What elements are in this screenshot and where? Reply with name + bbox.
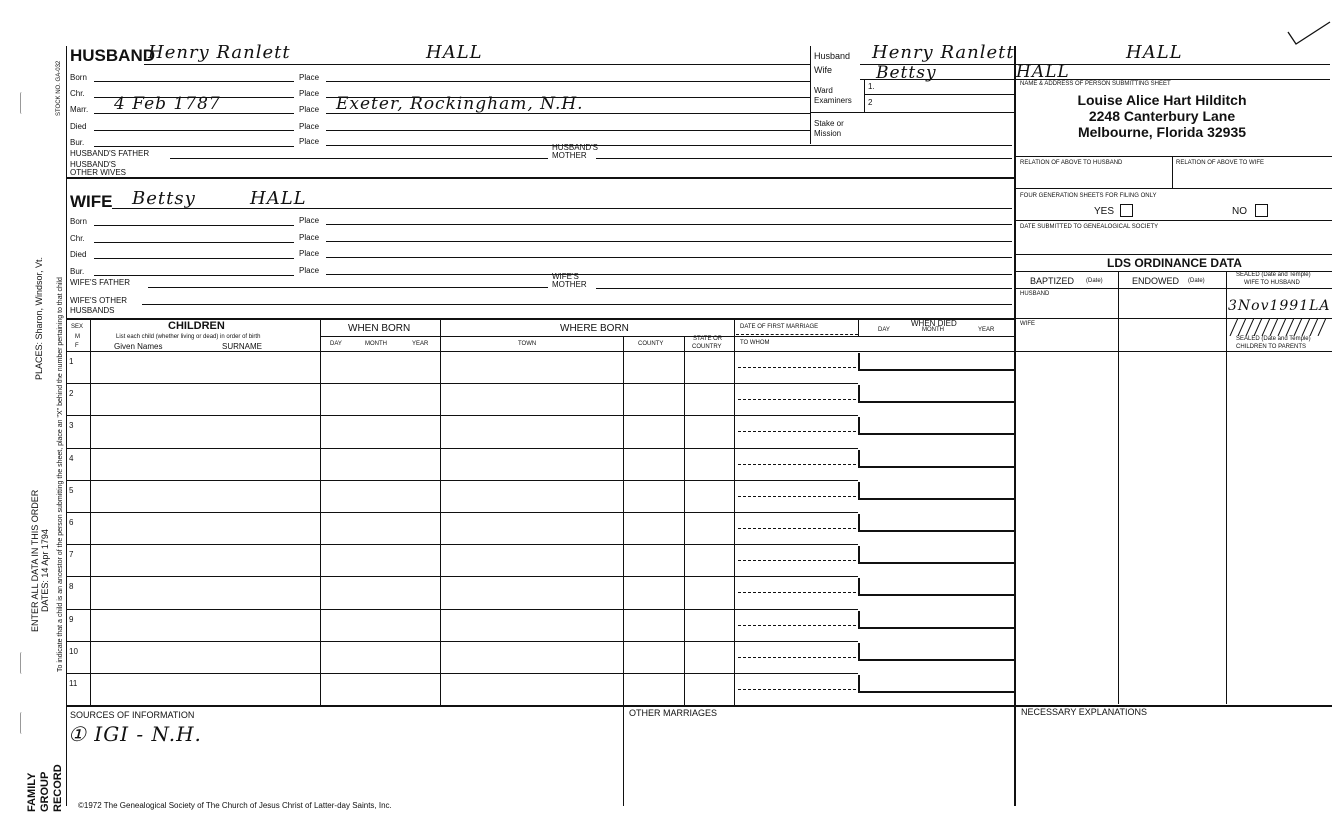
county-label: COUNTY	[638, 341, 664, 347]
header-husband-surname[interactable]: HALL	[1126, 42, 1183, 63]
lds-grid-col-1	[1118, 351, 1119, 704]
sealed-children-label-2: CHILDREN TO PARENTS	[1236, 344, 1307, 350]
endowed-label: ENDOWED	[1132, 276, 1179, 286]
wife-surname[interactable]: HALL	[250, 188, 307, 209]
wife-born-label: Born	[70, 217, 87, 226]
lds-col-divider-2	[1226, 271, 1227, 351]
given-names-label: Given Names	[114, 342, 163, 351]
husband-given-names[interactable]: Henry Ranlett	[148, 42, 291, 63]
husbands-father-line[interactable]	[170, 158, 548, 159]
relation-box-bottom	[1016, 188, 1332, 189]
header-husband-name[interactable]: Henry Ranlett	[872, 42, 1015, 63]
lds-header-bottom	[1016, 288, 1332, 289]
husband-born-place-line[interactable]	[326, 81, 810, 82]
relation-wife-label: RELATION OF ABOVE TO WIFE	[1176, 160, 1265, 166]
child-marriage-dash[interactable]	[738, 431, 856, 432]
child-row-line	[66, 576, 858, 577]
sex-label: SEX	[71, 324, 84, 330]
town-label: TOWN	[518, 341, 537, 347]
husband-marr-place-label: Place	[299, 105, 320, 114]
punch-mark	[20, 652, 24, 674]
sealed-value[interactable]: 3Nov1991LA	[1228, 298, 1331, 314]
child-marriage-dash[interactable]	[738, 528, 856, 529]
wife-born-line[interactable]	[94, 225, 294, 226]
child-died-field[interactable]	[858, 450, 1016, 468]
child-row-line	[66, 544, 858, 545]
husband-name-line	[144, 64, 810, 65]
child-row-number: 1	[69, 357, 74, 366]
wife-chr-place-label: Place	[299, 233, 320, 242]
child-died-field[interactable]	[858, 385, 1016, 403]
wifes-other-husbands-label-1: WIFE'S OTHER	[70, 296, 128, 305]
wifes-mother-label-1: WIFE'S	[552, 272, 579, 281]
husbands-other-wives-label-1: HUSBAND'S	[70, 160, 116, 169]
child-died-field[interactable]	[858, 643, 1016, 661]
child-marriage-dash[interactable]	[738, 592, 856, 593]
child-row-number: 11	[69, 679, 78, 688]
child-died-field[interactable]	[858, 611, 1016, 629]
examiner-2: 2	[868, 98, 873, 107]
examiner-1-line[interactable]	[864, 94, 1014, 95]
children-note: List each child (whether living or dead) in order of birth	[116, 334, 261, 340]
child-row-line	[66, 512, 858, 513]
sealed-label-1: SEALED (Date and Temple)	[1236, 272, 1311, 278]
husband-bur-line[interactable]	[94, 146, 294, 147]
child-row-line	[66, 673, 858, 674]
checkmark-icon	[1286, 20, 1334, 48]
wife-title: WIFE	[70, 192, 113, 211]
husband-chr-place-label: Place	[299, 89, 320, 98]
sources-value[interactable]: ① IGI - N.H.	[68, 722, 202, 746]
wife-chr-label: Chr.	[70, 234, 85, 243]
hatched-cell	[1226, 318, 1332, 336]
yes-checkbox[interactable]	[1120, 204, 1133, 217]
other-marriages-label: OTHER MARRIAGES	[629, 708, 718, 718]
child-died-field[interactable]	[858, 578, 1016, 596]
husband-died-line[interactable]	[94, 130, 294, 131]
born-day-label: DAY	[330, 341, 342, 347]
husband-died-place-label: Place	[299, 122, 320, 131]
child-marriage-dash[interactable]	[738, 399, 856, 400]
wife-bur-place-line[interactable]	[326, 274, 1012, 275]
wife-bur-line[interactable]	[94, 275, 294, 276]
wifes-other-husbands-line[interactable]	[142, 304, 1012, 305]
husband-title: HUSBAND	[70, 46, 155, 65]
state-label-1: STATE OR	[693, 336, 723, 342]
date-submitted-bottom	[1016, 254, 1332, 255]
husband-surname[interactable]: HALL	[426, 42, 483, 63]
child-marriage-dash[interactable]	[738, 625, 856, 626]
children-title: CHILDREN	[168, 320, 225, 332]
child-row-number: 2	[69, 389, 74, 398]
submitter-city[interactable]: Melbourne, Florida 32935	[1077, 124, 1247, 140]
child-died-field[interactable]	[858, 482, 1016, 500]
family-label: FAMILY	[26, 772, 38, 812]
left-frame-line	[66, 46, 67, 806]
wife-born-place-line[interactable]	[326, 224, 1012, 225]
died-year-label: YEAR	[978, 327, 995, 333]
sex-f-label: F	[75, 343, 79, 349]
wifes-mother-line[interactable]	[596, 288, 1012, 289]
punch-mark	[20, 712, 24, 734]
marriage-date[interactable]: 4 Feb 1787	[114, 94, 221, 114]
wifes-other-husbands-label-2: HUSBANDS	[70, 306, 115, 315]
child-died-field[interactable]	[858, 353, 1016, 371]
header-wife-label: Wife	[814, 65, 832, 75]
child-died-field[interactable]	[858, 417, 1016, 435]
ward-box-bottom	[810, 112, 1014, 113]
husbands-father-label: HUSBAND'S FATHER	[70, 149, 150, 158]
record-label: RECORD	[52, 764, 64, 812]
four-gen-bottom	[1016, 220, 1332, 221]
group-label: GROUP	[39, 771, 51, 812]
no-checkbox[interactable]	[1255, 204, 1268, 217]
wife-died-place-line[interactable]	[326, 257, 1012, 258]
baptized-label: BAPTIZED	[1030, 276, 1075, 286]
child-row-number: 4	[69, 454, 74, 463]
husband-born-line[interactable]	[94, 81, 294, 82]
submitter-label: NAME & ADDRESS OF PERSON SUBMITTING SHEET	[1020, 81, 1171, 87]
husbands-mother-label-2: MOTHER	[552, 151, 587, 160]
header-wife-line	[860, 79, 1330, 80]
first-marriage-dash	[736, 334, 858, 335]
child-died-field[interactable]	[858, 675, 1016, 693]
children-header-bottom	[66, 351, 1332, 352]
wife-bur-label: Bur.	[70, 267, 85, 276]
died-month-label: MONTH	[922, 327, 944, 333]
husband-bur-label: Bur.	[70, 138, 85, 147]
child-marriage-dash[interactable]	[738, 657, 856, 658]
child-died-field[interactable]	[858, 514, 1016, 532]
child-marriage-dash[interactable]	[738, 689, 856, 690]
wife-died-line[interactable]	[94, 258, 294, 259]
lds-col-divider-1	[1118, 271, 1119, 351]
mission-label: Mission	[814, 129, 842, 138]
header-wife-name[interactable]: Bettsy	[876, 63, 937, 83]
child-row-line	[66, 448, 858, 449]
child-row-line	[66, 641, 858, 642]
places-note: PLACES: Sharon, Windsor, Vt.	[34, 256, 44, 380]
surname-label: SURNAME	[222, 342, 263, 351]
header-box-left	[810, 46, 811, 144]
to-whom-label: TO WHOM	[740, 340, 770, 346]
where-born-sub-line	[440, 336, 734, 337]
where-born-label: WHERE BORN	[560, 323, 629, 334]
lds-title: LDS ORDINANCE DATA	[1107, 256, 1242, 270]
born-month-label: MONTH	[365, 341, 387, 347]
sex-m-label: M	[75, 334, 80, 340]
wifes-father-label: WIFE'S FATHER	[70, 278, 131, 287]
relation-husband-label: RELATION OF ABOVE TO HUSBAND	[1020, 160, 1123, 166]
examiner-1: 1.	[868, 82, 875, 91]
child-row-number: 8	[69, 582, 74, 591]
dates-note: DATES: 14 Apr 1794	[40, 529, 50, 612]
punch-mark	[20, 92, 24, 114]
wife-name-line	[112, 208, 1012, 209]
footer-col-divider	[623, 705, 624, 806]
stake-label: Stake or	[814, 119, 844, 128]
husband-died-label: Died	[70, 122, 87, 131]
sealed-label-2: WIFE TO HUSBAND	[1244, 280, 1300, 286]
wife-born-place-label: Place	[299, 216, 320, 225]
wife-died-place-label: Place	[299, 249, 320, 258]
wife-died-label: Died	[70, 250, 87, 259]
examiners-label: Examiners	[814, 96, 852, 105]
husbands-mother-label-1: HUSBAND'S	[552, 143, 598, 152]
child-marriage-dash[interactable]	[738, 560, 856, 561]
died-header-line	[734, 336, 1014, 337]
child-row-number: 5	[69, 486, 74, 495]
marriage-died-divider	[858, 318, 859, 336]
lds-grid-col-2	[1226, 351, 1227, 704]
necessary-explanations-label: NECESSARY EXPLANATIONS	[1021, 707, 1148, 717]
when-born-label: WHEN BORN	[348, 323, 411, 334]
submitter-box-bottom	[1016, 156, 1332, 157]
submitter-name[interactable]: Louise Alice Hart Hilditch	[1077, 92, 1247, 108]
child-marriage-dash[interactable]	[738, 464, 856, 465]
child-row-number: 6	[69, 518, 74, 527]
header-husband-label: Husband	[814, 51, 851, 61]
four-gen-label: FOUR GENERATION SHEETS FOR FILING ONLY	[1020, 193, 1157, 199]
copyright-text: ©1972 The Genealogical Society of The Church of Jesus Christ of Latter-day Saints, Inc.	[78, 801, 392, 810]
child-marriage-dash[interactable]	[738, 496, 856, 497]
husband-marr-label: Marr.	[70, 105, 89, 114]
yes-label: YES	[1094, 206, 1115, 217]
when-died-label: WHEN DIED	[911, 319, 957, 328]
husbands-mother-line[interactable]	[596, 158, 1012, 159]
sources-label: SOURCES OF INFORMATION	[70, 710, 195, 720]
died-day-label: DAY	[878, 327, 890, 333]
county-col-divider	[684, 336, 685, 705]
wife-bur-place-label: Place	[299, 266, 320, 275]
child-died-field[interactable]	[858, 546, 1016, 564]
enter-order-note: ENTER ALL DATA IN THIS ORDER	[30, 489, 40, 632]
town-col-divider	[623, 336, 624, 705]
husband-born-label: Born	[70, 73, 87, 82]
child-row-line	[66, 415, 858, 416]
husbands-other-wives-label-2: OTHER WIVES	[70, 168, 127, 177]
relation-divider	[1172, 156, 1173, 188]
endowed-date-note: (Date)	[1188, 278, 1205, 284]
child-row-line	[66, 609, 858, 610]
husband-born-place-label: Place	[299, 73, 320, 82]
lds-husband-label: HUSBAND	[1020, 291, 1050, 297]
no-label: NO	[1232, 206, 1247, 217]
submitter-street[interactable]: 2248 Canterbury Lane	[1088, 108, 1236, 124]
husband-bur-place-label: Place	[299, 137, 320, 146]
baptized-date-note: (Date)	[1086, 278, 1103, 284]
when-born-sub-line	[320, 336, 440, 337]
wifes-father-line[interactable]	[148, 287, 548, 288]
child-row-number: 3	[69, 421, 74, 430]
husband-section-divider	[66, 177, 1014, 179]
ward-label: Ward	[814, 86, 833, 95]
ancestor-instruction: To indicate that a child is an ancestor of the person submitting the sheet, place an "X" behind the number pertaining to that child	[57, 277, 64, 672]
child-row-line	[66, 480, 858, 481]
first-marriage-label: DATE OF FIRST MARRIAGE	[740, 324, 819, 330]
husband-marr-place-line	[326, 113, 810, 114]
ward-box-divider	[864, 80, 865, 112]
stock-number: STOCK NO. GA-032	[56, 60, 62, 116]
child-row-number: 10	[69, 647, 78, 656]
wife-chr-line[interactable]	[94, 242, 294, 243]
date-submitted-label: DATE SUBMITTED TO GENEALOGICAL SOCIETY	[1020, 224, 1159, 230]
born-year-label: YEAR	[412, 341, 429, 347]
lds-wife-label: WIFE	[1020, 321, 1035, 327]
husband-marr-line	[94, 113, 294, 114]
wife-chr-place-line[interactable]	[326, 241, 1012, 242]
wifes-mother-label-2: MOTHER	[552, 280, 587, 289]
husband-bur-place-line[interactable]	[326, 145, 1012, 146]
child-marriage-dash[interactable]	[738, 367, 856, 368]
child-row-number: 7	[69, 550, 74, 559]
header-wife-surname[interactable]: HALL	[1016, 62, 1070, 82]
wife-given-names[interactable]: Bettsy	[132, 188, 196, 209]
husband-died-place-line[interactable]	[326, 130, 810, 131]
state-label-2: COUNTRY	[692, 344, 722, 350]
sealed-children-label-1: SEALED (Date and Temple)	[1236, 336, 1311, 342]
marriage-place[interactable]: Exeter, Rockingham, N.H.	[336, 94, 584, 114]
husband-chr-label: Chr.	[70, 89, 85, 98]
child-row-line	[66, 383, 858, 384]
child-row-number: 9	[69, 615, 74, 624]
